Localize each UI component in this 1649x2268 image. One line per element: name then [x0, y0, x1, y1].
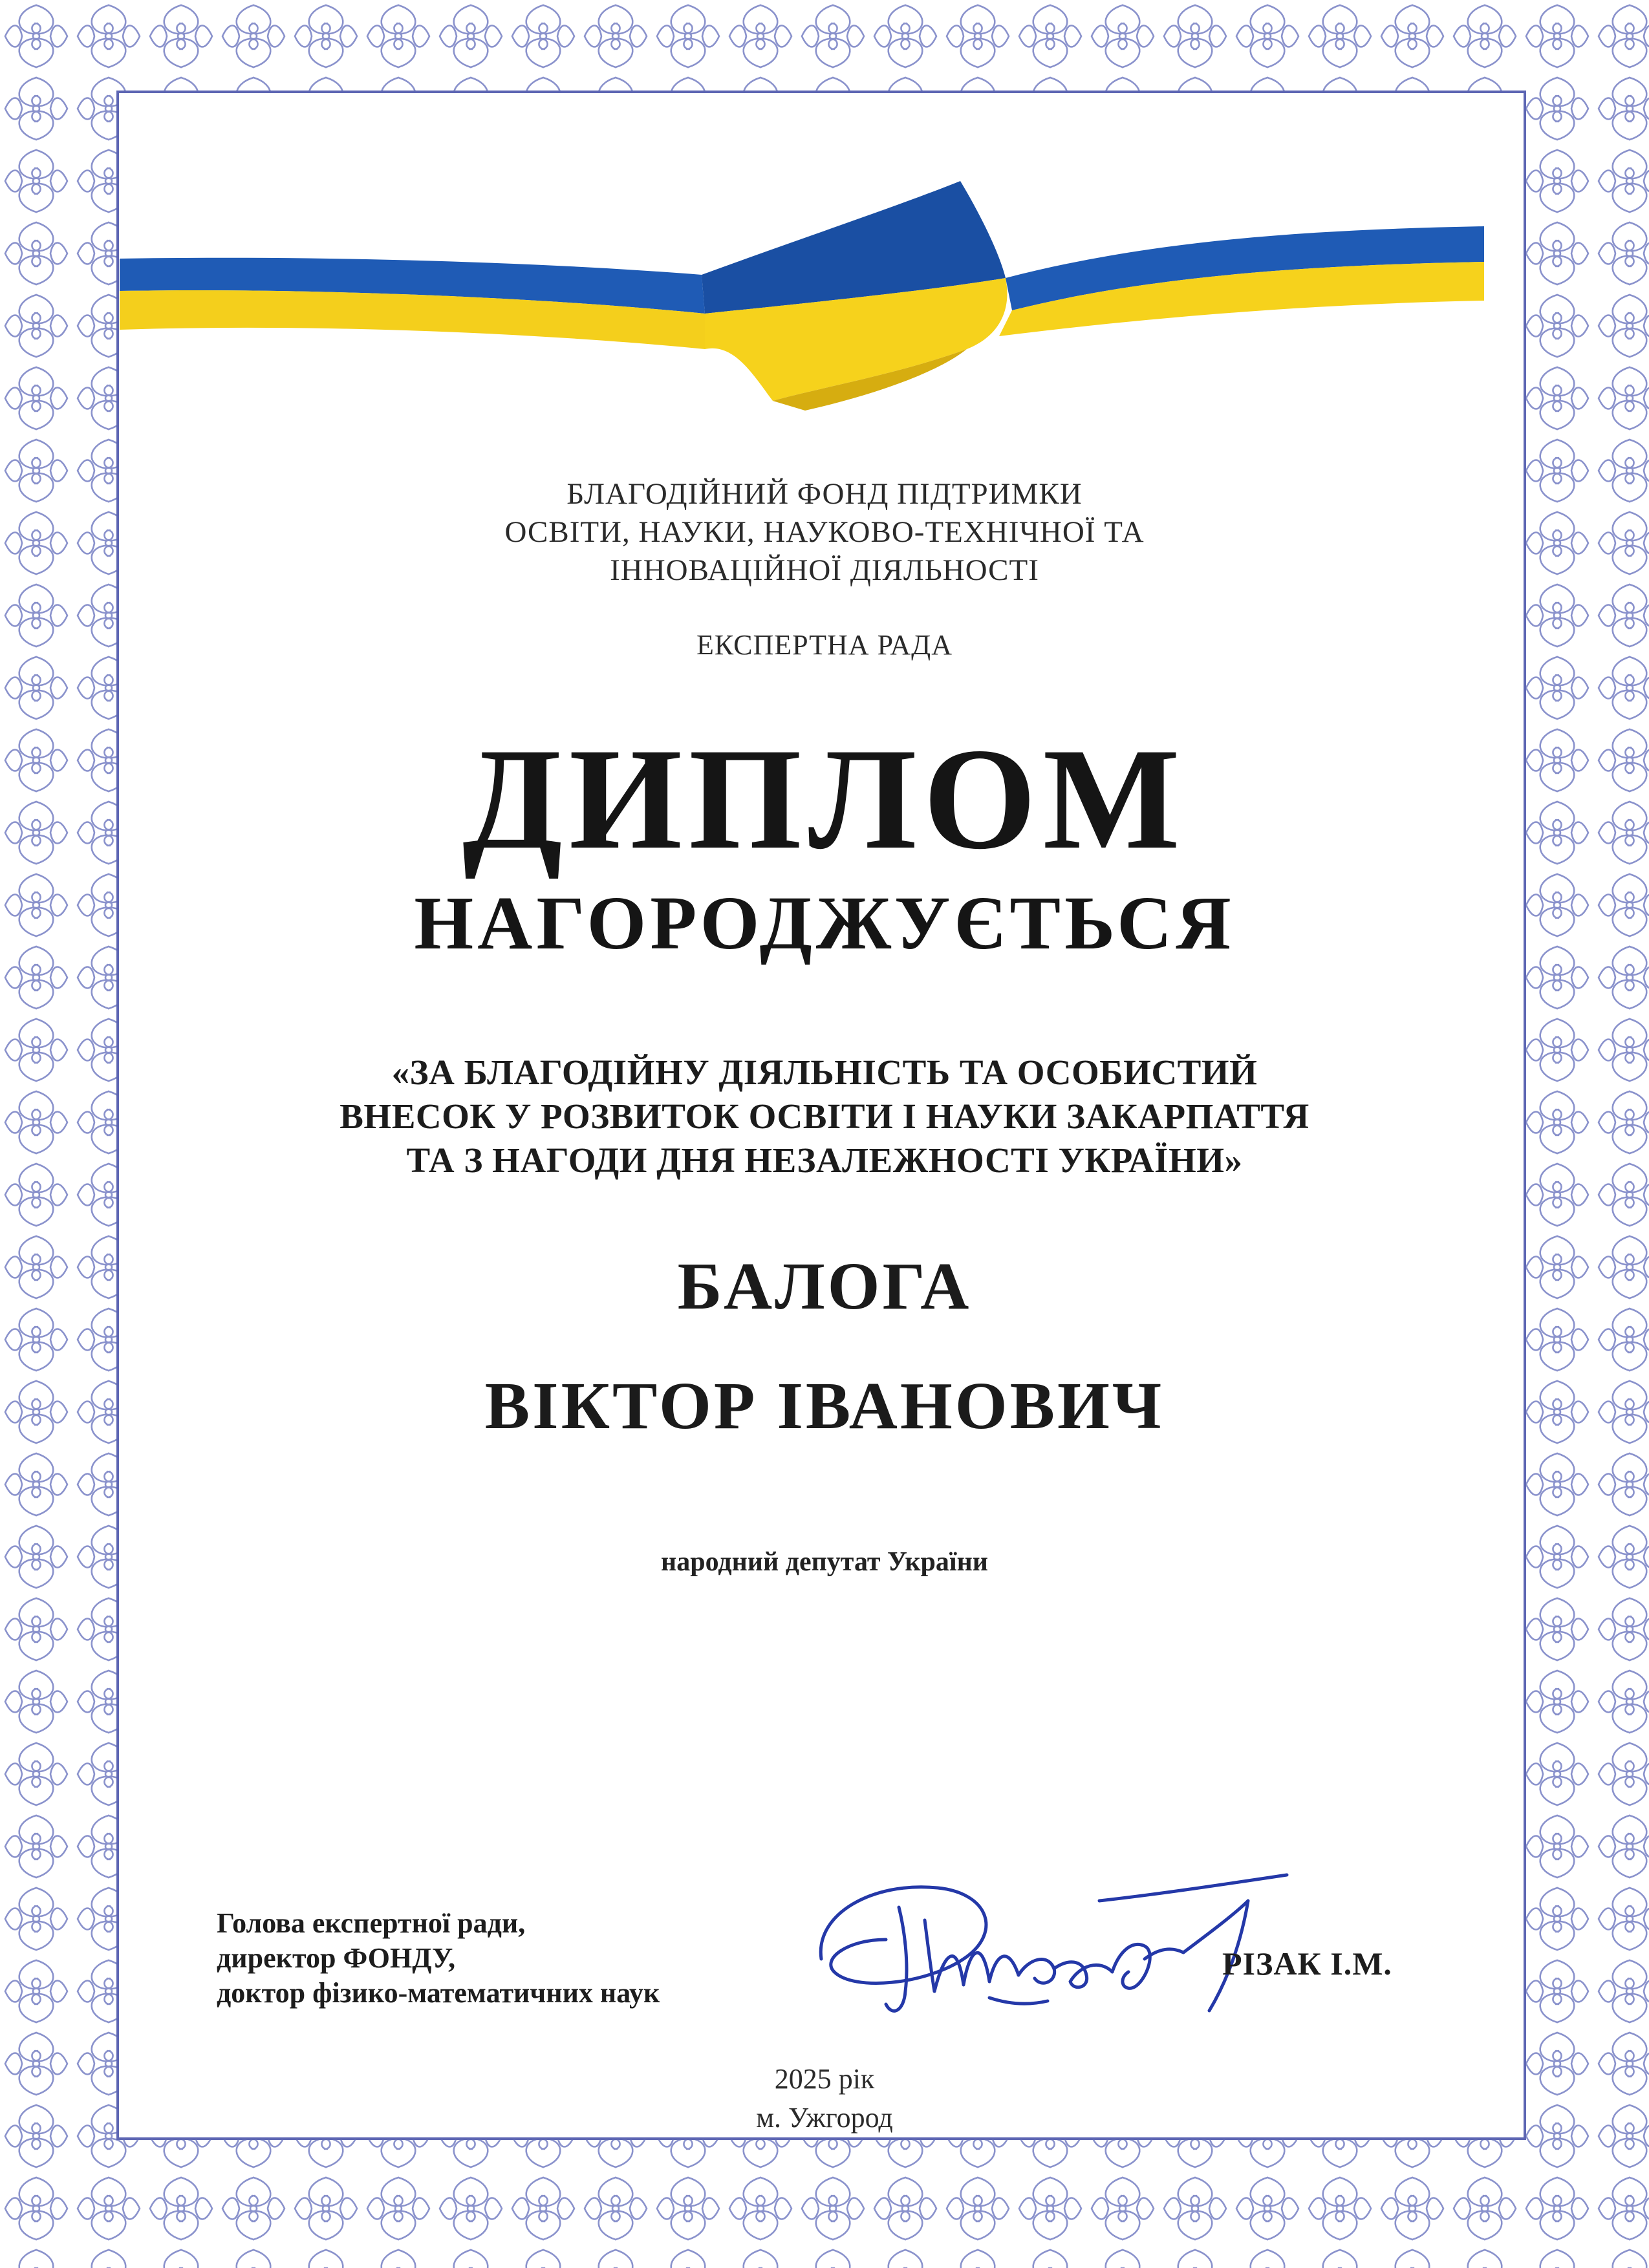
award-reason-line: «ЗА БЛАГОДІЙНУ ДІЯЛЬНІСТЬ ТА ОСОБИСТИЙ: [391, 1053, 1258, 1092]
issue-year: 2025 рік: [774, 2063, 875, 2095]
recipient-given-names: ВІКТОР ІВАНОВИЧ: [484, 1369, 1165, 1443]
award-reason-line: ТА З НАГОДИ ДНЯ НЕЗАЛЕЖНОСТІ УКРАЇНИ»: [406, 1140, 1243, 1180]
organization-name: [129, 475, 1520, 590]
awarded-heading: НАГОРОДЖУЄТЬСЯ: [414, 881, 1235, 965]
signatory-title-line: доктор фізико-математичних наук: [217, 1977, 660, 2009]
recipient-surname: БАЛОГА: [677, 1249, 972, 1323]
ukrainian-flag-ribbon-graphic: [120, 142, 1484, 414]
signatory-title-line: Голова експертної ради,: [217, 1907, 526, 1939]
recipient-position: народний депутат України: [661, 1547, 988, 1577]
expert-council-heading: ЕКСПЕРТНА РАДА: [696, 629, 953, 661]
issue-city: м. Ужгород: [756, 2102, 893, 2134]
signatory-title: [217, 1906, 660, 2011]
signatory-title-line: директор ФОНДУ,: [217, 1942, 456, 1974]
signatory-name: РІЗАК І.М.: [1222, 1945, 1392, 1982]
organization-line: БЛАГОДІЙНИЙ ФОНД ПІДТРИМКИ: [566, 477, 1083, 511]
award-reason-line: ВНЕСОК У РОЗВИТОК ОСВІТИ І НАУКИ ЗАКАРПАТТЯ: [339, 1097, 1310, 1136]
organization-line: ІННОВАЦІЙНОЇ ДІЯЛЬНОСТІ: [610, 553, 1039, 587]
award-reason: [129, 1051, 1520, 1182]
diploma-title: ДИПЛОМ: [462, 718, 1187, 879]
organization-line: ОСВІТИ, НАУКИ, НАУКОВО-ТЕХНІЧНОЇ ТА: [504, 515, 1145, 549]
